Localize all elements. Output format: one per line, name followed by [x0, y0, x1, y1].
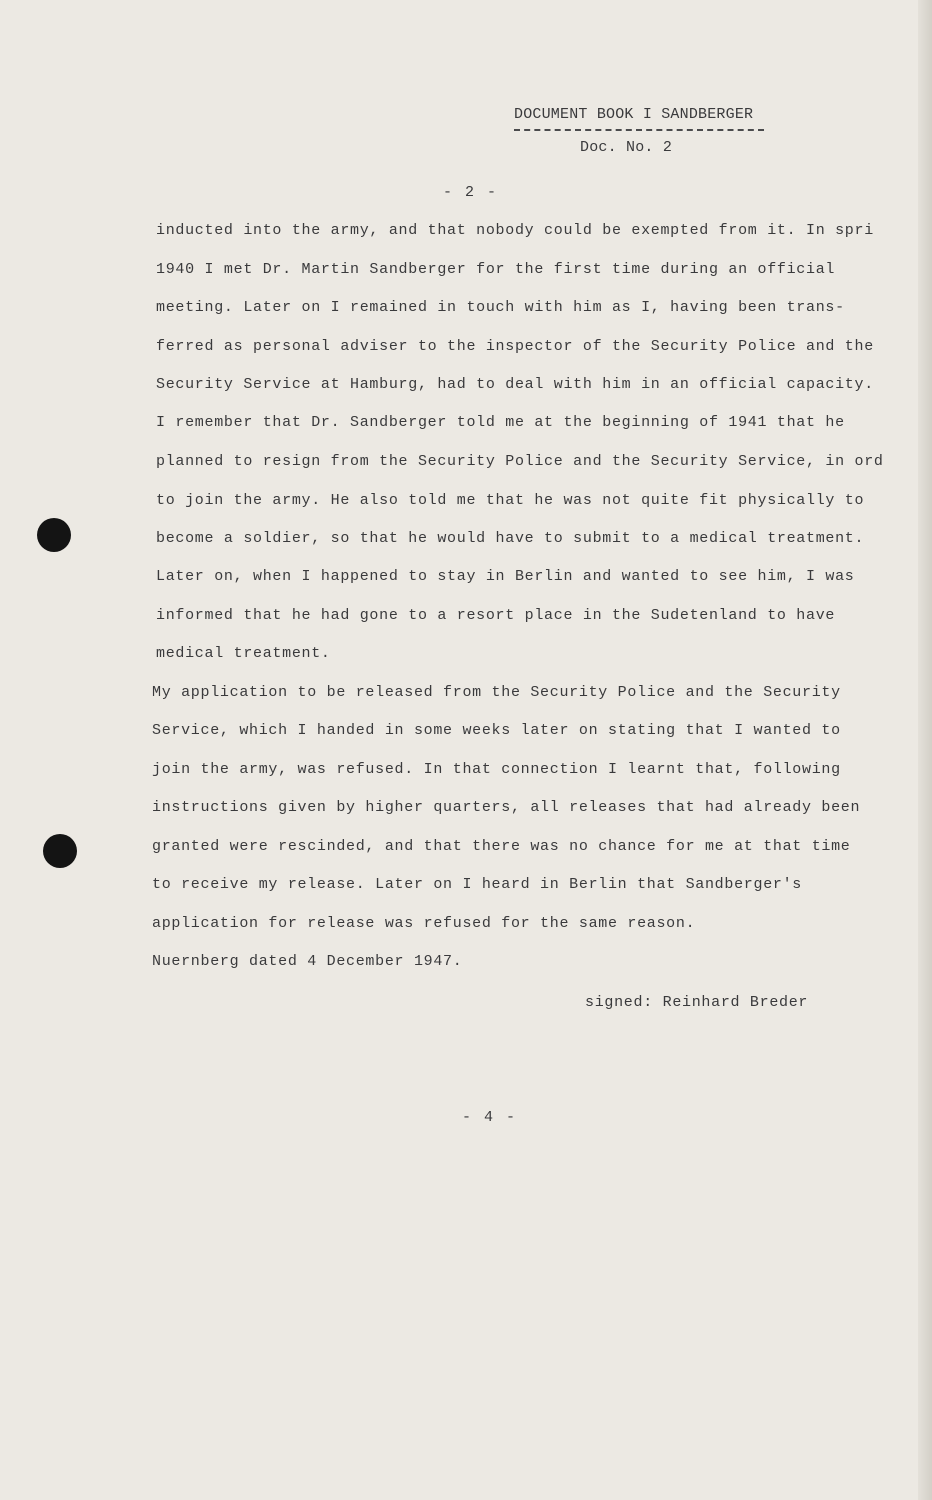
- document-number: Doc. No. 2: [580, 139, 673, 156]
- body-line: join the army, was refused. In that connection I learnt that, following: [152, 761, 841, 778]
- paper-edge: [918, 0, 932, 1500]
- body-line: instructions given by higher quarters, all releases that had already been: [152, 799, 861, 816]
- body-line: inducted into the army, and that nobody could be exempted from it. In spri: [156, 222, 874, 239]
- header-dashed-rule: [514, 129, 764, 131]
- document-book-title: DOCUMENT BOOK I SANDBERGER: [514, 106, 754, 123]
- body-line: become a soldier, so that he would have to submit to a medical treatment.: [156, 530, 865, 547]
- body-line: to receive my release. Later on I heard in Berlin that Sandberger's: [152, 876, 802, 893]
- body-line: I remember that Dr. Sandberger told me at the beginning of 1941 that he: [156, 414, 845, 431]
- body-line: planned to resign from the Security Police and the Security Service, in ord: [156, 453, 884, 470]
- punch-hole-bottom: [43, 834, 77, 868]
- body-line: Service, which I handed in some weeks later on stating that I wanted to: [152, 722, 841, 739]
- body-line: Security Service at Hamburg, had to deal with him in an official capacity.: [156, 376, 874, 393]
- body-line: informed that he had gone to a resort place in the Sudetenland to have: [156, 607, 836, 624]
- page-number-top: - 2 -: [443, 184, 499, 201]
- page-number-bottom: - 4 -: [462, 1109, 518, 1126]
- body-line: medical treatment.: [156, 645, 331, 662]
- body-line: 1940 I met Dr. Martin Sandberger for the first time during an official: [156, 261, 836, 278]
- body-line: ferred as personal adviser to the inspector of the Security Police and the: [156, 338, 874, 355]
- body-line: to join the army. He also told me that he was not quite fit physically to: [156, 492, 865, 509]
- date-line: Nuernberg dated 4 December 1947.: [152, 953, 463, 970]
- body-line: My application to be released from the Security Police and the Security: [152, 684, 841, 701]
- document-header: [514, 106, 774, 156]
- signature-line: signed: Reinhard Breder: [585, 994, 809, 1011]
- body-line: application for release was refused for the same reason.: [152, 915, 696, 932]
- body-line: Later on, when I happened to stay in Berlin and wanted to see him, I was: [156, 568, 855, 585]
- punch-hole-top: [37, 518, 71, 552]
- body-line: meeting. Later on I remained in touch with him as I, having been trans-: [156, 299, 845, 316]
- body-line: granted were rescinded, and that there was no chance for me at that time: [152, 838, 851, 855]
